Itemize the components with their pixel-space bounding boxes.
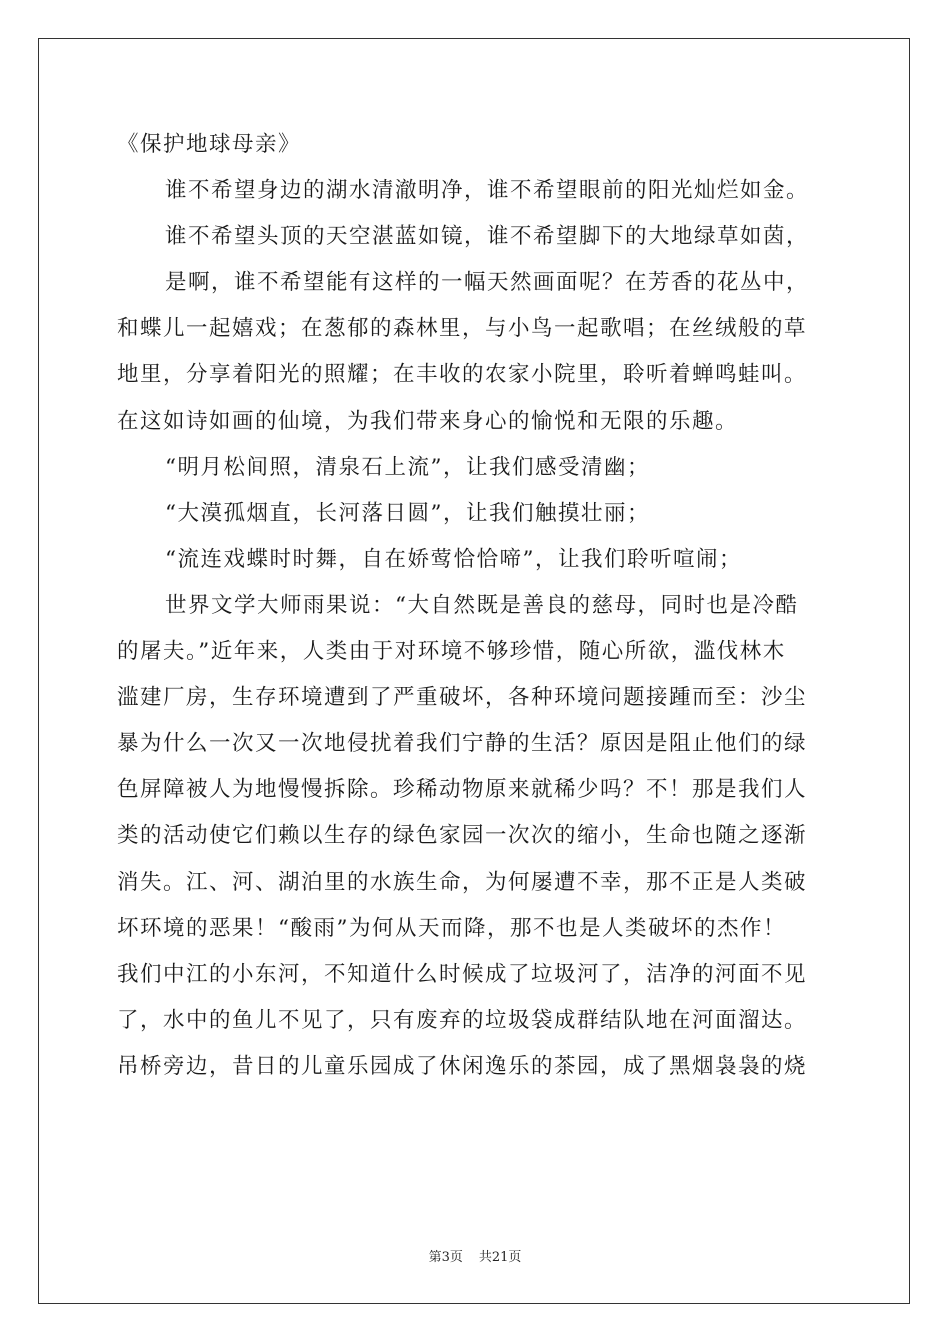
text-line: 滥建厂房，生存环境遭到了严重破坏，各种环境问题接踵而至：沙尘	[117, 685, 808, 711]
text-line: 谁不希望身边的湖水清澈明净，谁不希望眼前的阳光灿烂如金。	[165, 178, 810, 204]
page-total: 共21页	[478, 1250, 522, 1265]
document-title: 《保护地球母亲》	[117, 132, 302, 157]
text-line: 类的活动使它们赖以生存的绿色家园一次次的缩小，生命也随之逐渐	[117, 823, 808, 849]
text-line: 吊桥旁边，昔日的儿童乐园成了休闲逸乐的茶园，成了黑烟袅袅的烧	[117, 1053, 808, 1079]
text-line: “大漠孤烟直，长河落日圆”，让我们触摸壮丽；	[165, 500, 650, 526]
text-line: 在这如诗如画的仙境，为我们带来身心的愉悦和无限的乐趣。	[117, 408, 739, 434]
text-line: 色屏障被人为地慢慢拆除。珍稀动物原来就稀少吗？不！那是我们人	[117, 777, 808, 803]
document-body	[117, 122, 837, 1090]
text-line: 的屠夫。”近年来，人类由于对环境不够珍惜，随心所欲，滥伐林木	[117, 639, 786, 665]
text-line: 暴为什么一次又一次地侵扰着我们宁静的生活？原因是阻止他们的绿	[117, 731, 808, 757]
text-line: 我们中江的小东河，不知道什么时候成了垃圾河了，洁净的河面不见	[117, 961, 808, 987]
page-footer	[0, 1246, 950, 1265]
text-line: 坏环境的恶果！“酸雨”为何从天而降，那不也是人类破坏的杰作！	[117, 915, 786, 941]
page-number: 第3页	[428, 1250, 463, 1265]
text-line: 地里，分享着阳光的照耀；在丰收的农家小院里，聆听着蝉鸣蛙叫。	[117, 362, 808, 388]
text-line: 是啊，谁不希望能有这样的一幅天然画面呢？在芳香的花丛中，	[165, 270, 810, 296]
text-line: “流连戏蝶时时舞，自在娇莺恰恰啼”，让我们聆听喧闹；	[165, 546, 742, 572]
text-line: 谁不希望头顶的天空湛蓝如镜，谁不希望脚下的大地绿草如茵，	[165, 224, 810, 250]
text-line: 和蝶儿一起嬉戏；在葱郁的森林里，与小鸟一起歌唱；在丝绒般的草	[117, 316, 808, 342]
text-line: 了，水中的鱼儿不见了，只有废弃的垃圾袋成群结队地在河面溜达。	[117, 1007, 808, 1033]
text-line: 世界文学大师雨果说：“大自然既是善良的慈母，同时也是冷酷	[165, 592, 799, 618]
text-line: 消失。江、河、湖泊里的水族生命，为何屡遭不幸，那不正是人类破	[117, 869, 808, 895]
text-line: “明月松间照，清泉石上流”，让我们感受清幽；	[165, 454, 650, 480]
